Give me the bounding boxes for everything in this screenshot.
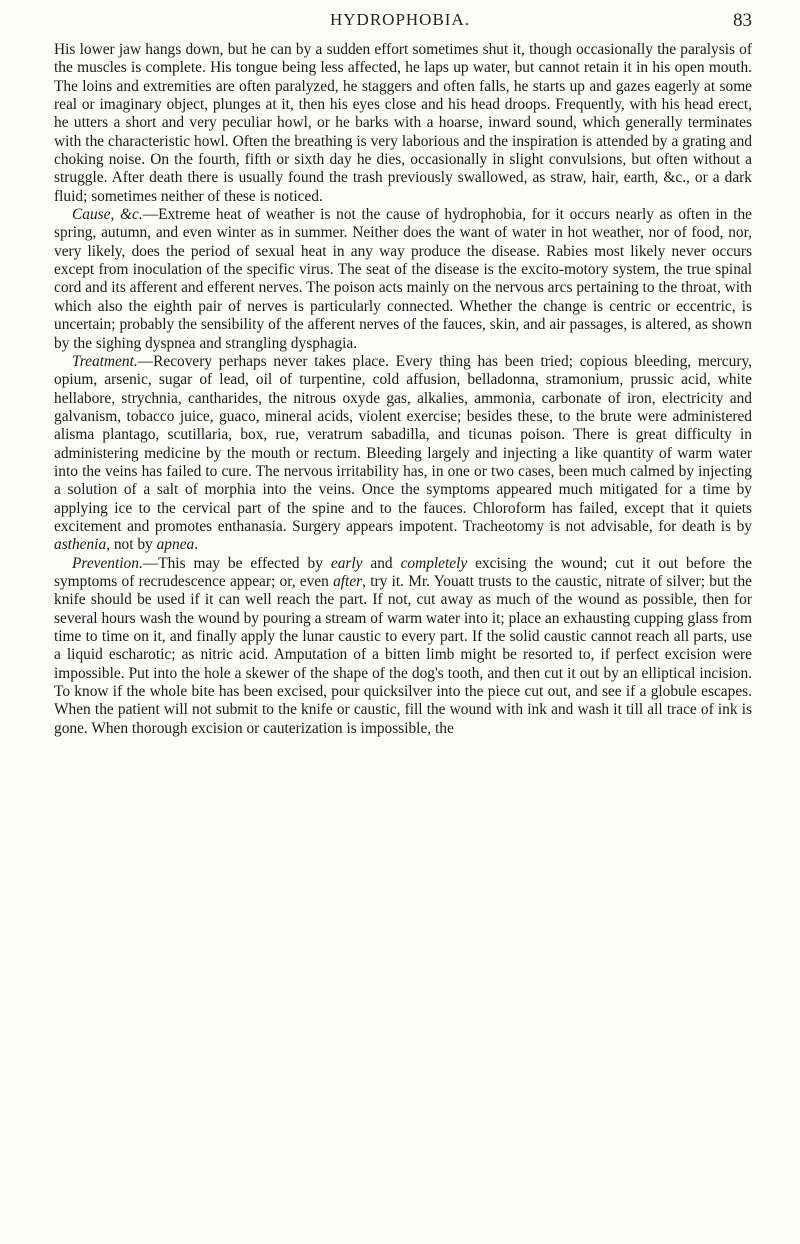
text-segment: , not by: [106, 536, 157, 554]
paragraph-symptoms: [54, 41, 752, 206]
running-head: [0, 10, 800, 36]
text-segment: His lower jaw hangs down, but he can by a sudden effort sometimes shut it, though occasionally the paralysis of the muscles is complete. His tongue being less affected, he laps up water, but cannot retain it in his open mouth. The loins and extremities are often paralyzed, he staggers and often falls, he starts up and gazes eagerly at some real or imaginary object, plunges at it, then his eyes close and his head droops. Frequently, with his head erect, he utters a short and very peculiar howl, or he barks with a hoarse, inward sound, which generally terminates with the characteristic howl. Often the breathing is very laborious and the inspiration is attended by a grating and choking noise. On the fourth, fifth or sixth day he dies, occasionally in slight convulsions, but often without a struggle. After death there is usually found the trash previously swallowed, as straw, hair, earth, &c., or a dark fluid; sometimes neither of these is noticed.: [54, 41, 752, 205]
paragraph-prevention: [54, 555, 752, 738]
text-segment: , try it. Mr. Youatt trusts to the caustic, nitrate of silver; but the knife should be used if it can well reach the part. If not, cut away as much of the wound as possible, then for several hours wash the wound by pouring a stream of warm water into it; place an exhausting cupping glass from time to time on it, and finally apply the lunar caustic to every part. If the solid caustic cannot reach all parts, use a liquid escharotic; as nitric acid. Amputation of a bitten limb might be resorted to, if perfect excision were impossible. Put into the hole a skewer of the shape of the dog's tooth, and then cut it out by an elliptical incision. To know if the whole bite has been excised, pour quicksilver into the piece cut out, and see if a globule escapes. When the patient will not submit to the knife or caustic, fill the wound with ink and wash it till all trace of ink is gone. When thorough excision or cauterization is impossible, the: [54, 572, 752, 737]
italic-term: early: [330, 554, 363, 572]
text-segment: —Recovery perhaps never takes place. Every thing has been tried; copious bleeding, mercury, opium, arsenic, sugar of lead, oil of turpentine, cold affusion, belladonna, stramonium, prussic acid, white hellabore, strychnia, cantharides, the nitrous oxyde gas, alkalies, ammonia, carbonate of iron, electricity and galvanism, tobacco juice, guaco, mineral acids, violent exercise; besides these, to the brute were administered alisma plantago, scutillaria, box, rue, veratrum sabadilla, and ticunas poison. There is great difficulty in administering medicine by the mouth or rectum. Bleeding largely and injecting a like quantity of warm water into the veins has failed to cure. The nervous irritability has, in one or two cases, been much calmed by injecting a solution of a salt of morphia into the veins. Once the symptoms appeared much mitigated for a time by applying ice to the cervical part of the spine and to the fauces. Chloroform has failed, except that it quiets excitement and promotes enthanasia. Surgery appears impotent. Tracheotomy is not advisable, for death is by: [54, 352, 752, 535]
italic-term: completely: [400, 554, 468, 572]
text-segment: and: [362, 554, 401, 572]
body-text: [54, 41, 752, 738]
running-title: HYDROPHOBIA.: [330, 10, 470, 29]
page-number: 83: [733, 10, 752, 31]
text-segment: .: [194, 536, 199, 554]
text-segment: —Extreme heat of weather is not the cause of hydrophobia, for it occurs nearly as often in the spring, autumn, and even winter as in summer. Neither does the want of water in hot weather, nor of food, nor, very likely, does the period of sexual heat in any way produce the disease. Rabies most likely never occurs except from inoculation of the specific virus. The seat of the disease is the excito-motory system, the true spinal cord and its afferent and efferent nerves. The poison acts mainly on the nervous arcs pertaining to the throat, with which also the eighth pair of nerves is particularly connected. Whether the change is centric or eccentric, is uncertain; probably the sensibility of the afferent nerves of the fauces, skin, and air passages, is altered, as shown by the sighing dyspnea and strangling dysphagia.: [54, 206, 752, 352]
italic-term: after: [333, 572, 363, 590]
text-segment: —This may be effected by: [142, 554, 331, 572]
italic-term: asthenia: [54, 536, 107, 554]
text-segment: excising the wound; cut it out before the symptoms of recrudescence appear; or, even: [54, 554, 752, 590]
paragraph-cause: [54, 206, 752, 353]
section-heading-treatment: Treatment.: [72, 352, 138, 370]
section-heading-prevention: Prevention.: [72, 554, 143, 572]
paragraph-treatment: [54, 353, 752, 555]
section-heading-cause: Cause, &c.: [72, 206, 143, 224]
italic-term: apnea: [156, 536, 195, 554]
